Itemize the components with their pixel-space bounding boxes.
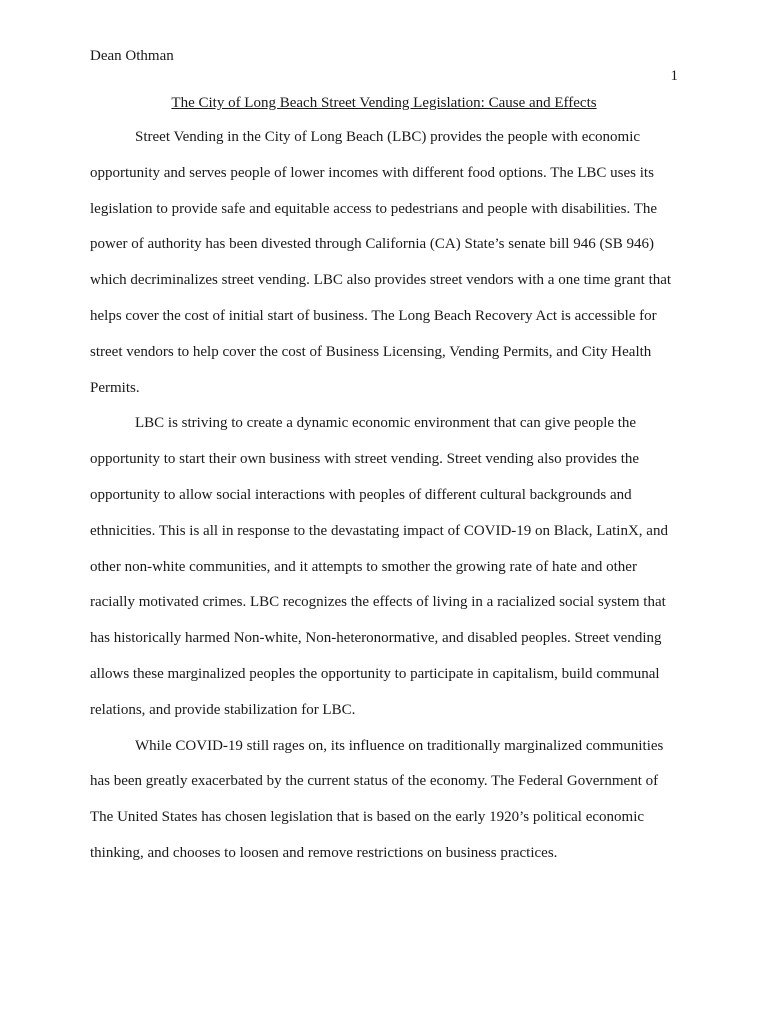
paragraph-3: While COVID-19 still rages on, its influence on traditionally marginalized communities has been greatly exacerbated by the current status of the economy. The Federal Government of The United States has chosen legislation that is based on the early 1920’s political economic thinking, and chooses to loosen and remove restrictions on business practices. [90, 737, 664, 861]
document-title [90, 93, 678, 113]
paragraph-2: LBC is striving to create a dynamic economic environment that can give people the opportunity to start their own business with street vending. Street vending also provides the opportunity to allow social interactions with peoples of different cultural backgrounds and ethnicities. This is all in response to the devastating impact of COVID-19 on Black, LatinX, and other non-white communities, and it attempts to smother the growing rate of hate and other racially motivated crimes. LBC recognizes the effects of living in a racialized social system that has historically harmed Non-white, Non-heteronormative, and disabled peoples. Street vending allows these marginalized peoples the opportunity to participate in capitalism, build communal relations, and provide stabilization for LBC. [90, 415, 668, 718]
document-body [90, 120, 678, 872]
paragraph-1: Street Vending in the City of Long Beach (LBC) provides the people with economic opportunity and serves people of lower incomes with different food options. The LBC uses its legislation to provide safe and equitable access to pedestrians and people with disabilities. The power of authority has been divested through California (CA) State’s senate bill 946 (SB 946) which decriminalizes street vending. LBC also provides street vendors with a one time grant that helps cover the cost of initial start of business. The Long Beach Recovery Act is accessible for street vendors to help cover the cost of Business Licensing, Vending Permits, and City Health Permits. [90, 129, 672, 396]
document-title-text: The City of Long Beach Street Vending Legislation: Cause and Effects [171, 95, 597, 111]
page-number: 1 [670, 68, 678, 84]
author-name: Dean Othman [90, 48, 174, 64]
